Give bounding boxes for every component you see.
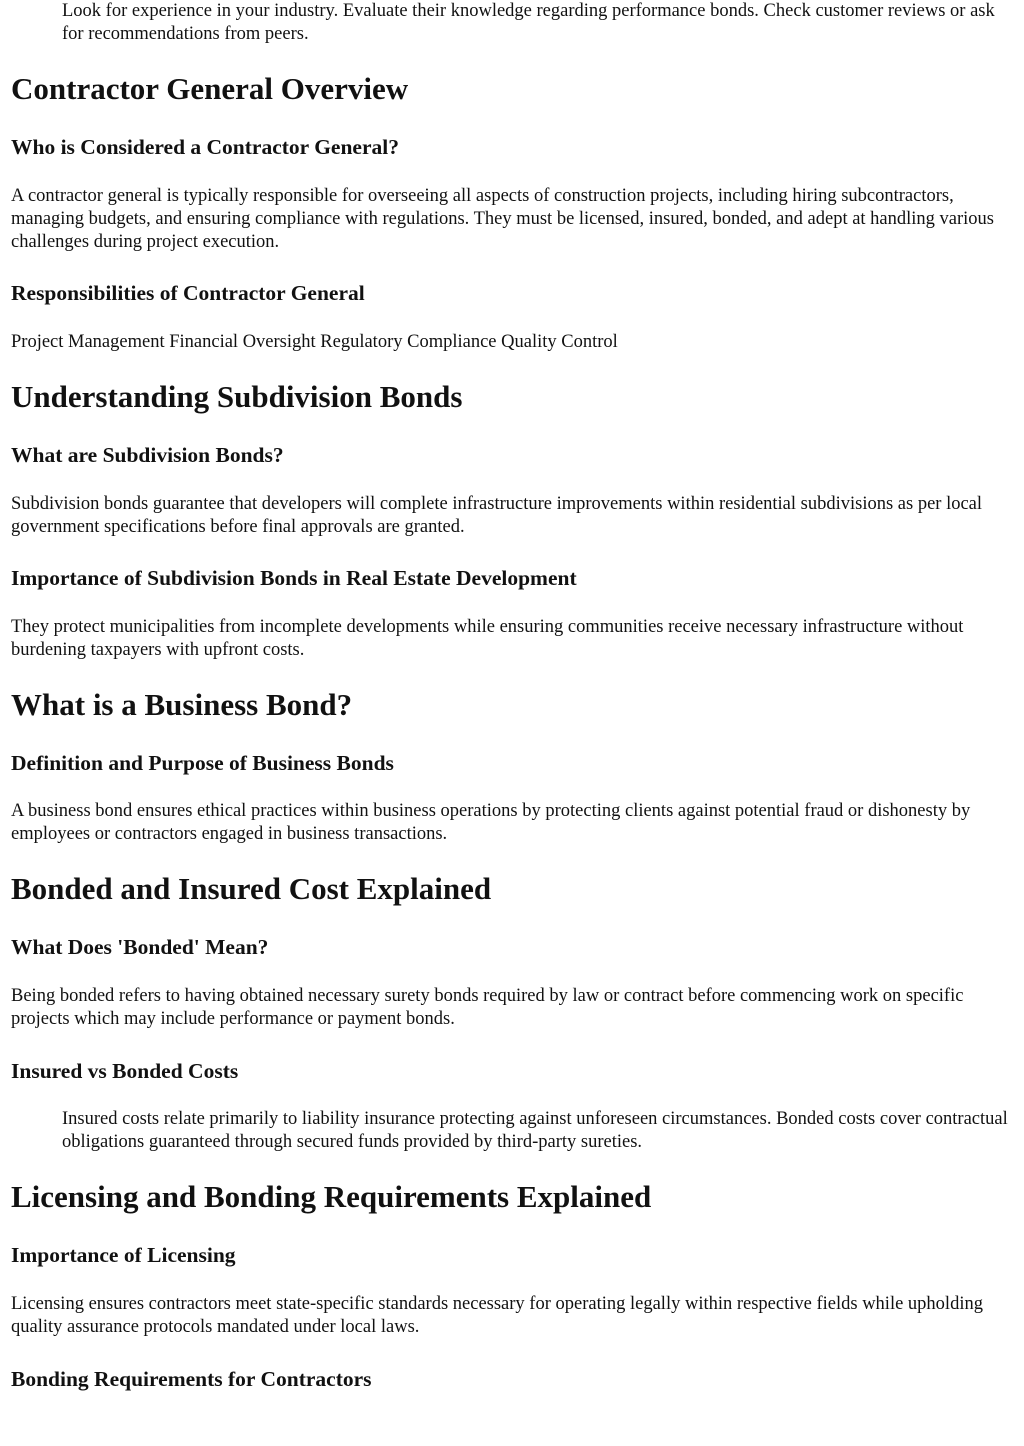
paragraph-subdivision-bonds-definition: Subdivision bonds guarantee that developers will complete infrastructure improvements within residential subdivisions as per local government specifications before final approvals are granted. [11, 494, 983, 537]
paragraph-responsibilities-list: Project Management Financial Oversight Regulatory Compliance Quality Control [11, 332, 618, 352]
subheading-bonding-requirements: Bonding Requirements for Contractors [11, 1367, 372, 1391]
section-heading-contractor-general-overview: Contractor General Overview [11, 71, 409, 106]
subheading-insured-vs-bonded-costs: Insured vs Bonded Costs [11, 1059, 239, 1083]
paragraph-licensing-importance: Licensing ensures contractors meet state-specific standards necessary for operating legally within respective fields while upholding quality assurance protocols mandated under local laws. [11, 1294, 983, 1337]
subheading-what-does-bonded-mean: What Does 'Bonded' Mean? [11, 935, 269, 959]
subheading-what-are-subdivision-bonds: What are Subdivision Bonds? [11, 443, 284, 467]
intro-paragraph: Look for experience in your industry. Evaluate their knowledge regarding performance bonds. Check customer reviews or ask for recommendations from peers. [62, 1, 995, 44]
section-heading-bonded-insured-cost: Bonded and Insured Cost Explained [11, 871, 492, 906]
paragraph-insured-vs-bonded: Insured costs relate primarily to liability insurance protecting against unforeseen circumstances. Bonded costs cover contractual obligations guaranteed through secured funds provided by third-party sureties. [62, 1109, 1008, 1152]
section-heading-business-bond: What is a Business Bond? [11, 687, 353, 722]
paragraph-business-bonds-definition: A business bond ensures ethical practices within business operations by protecting clients against potential fraud or dishonesty by employees or contractors engaged in business transactions. [11, 801, 971, 844]
subheading-responsibilities: Responsibilities of Contractor General [11, 281, 365, 305]
subheading-definition-business-bonds: Definition and Purpose of Business Bonds [11, 751, 394, 775]
paragraph-bonded-meaning: Being bonded refers to having obtained necessary surety bonds required by law or contract before commencing work on specific projects which may include performance or payment bonds. [11, 986, 964, 1029]
subheading-who-is-contractor-general: Who is Considered a Contractor General? [11, 135, 399, 159]
paragraph-contractor-general-definition: A contractor general is typically responsible for overseeing all aspects of construction projects, including hiring subcontractors, managing budgets, and ensuring compliance with regulations. They must be licensed, insured, bonded, and adept at handling various challenges during project execution. [11, 186, 995, 252]
subheading-importance-of-licensing: Importance of Licensing [11, 1243, 236, 1267]
section-heading-subdivision-bonds: Understanding Subdivision Bonds [11, 379, 463, 414]
subheading-importance-subdivision-bonds: Importance of Subdivision Bonds in Real Estate Development [11, 566, 577, 590]
paragraph-subdivision-bonds-importance: They protect municipalities from incomplete developments while ensuring communities receive necessary infrastructure without burdening taxpayers with upfront costs. [11, 617, 964, 660]
section-heading-licensing-bonding: Licensing and Bonding Requirements Explained [11, 1179, 652, 1214]
